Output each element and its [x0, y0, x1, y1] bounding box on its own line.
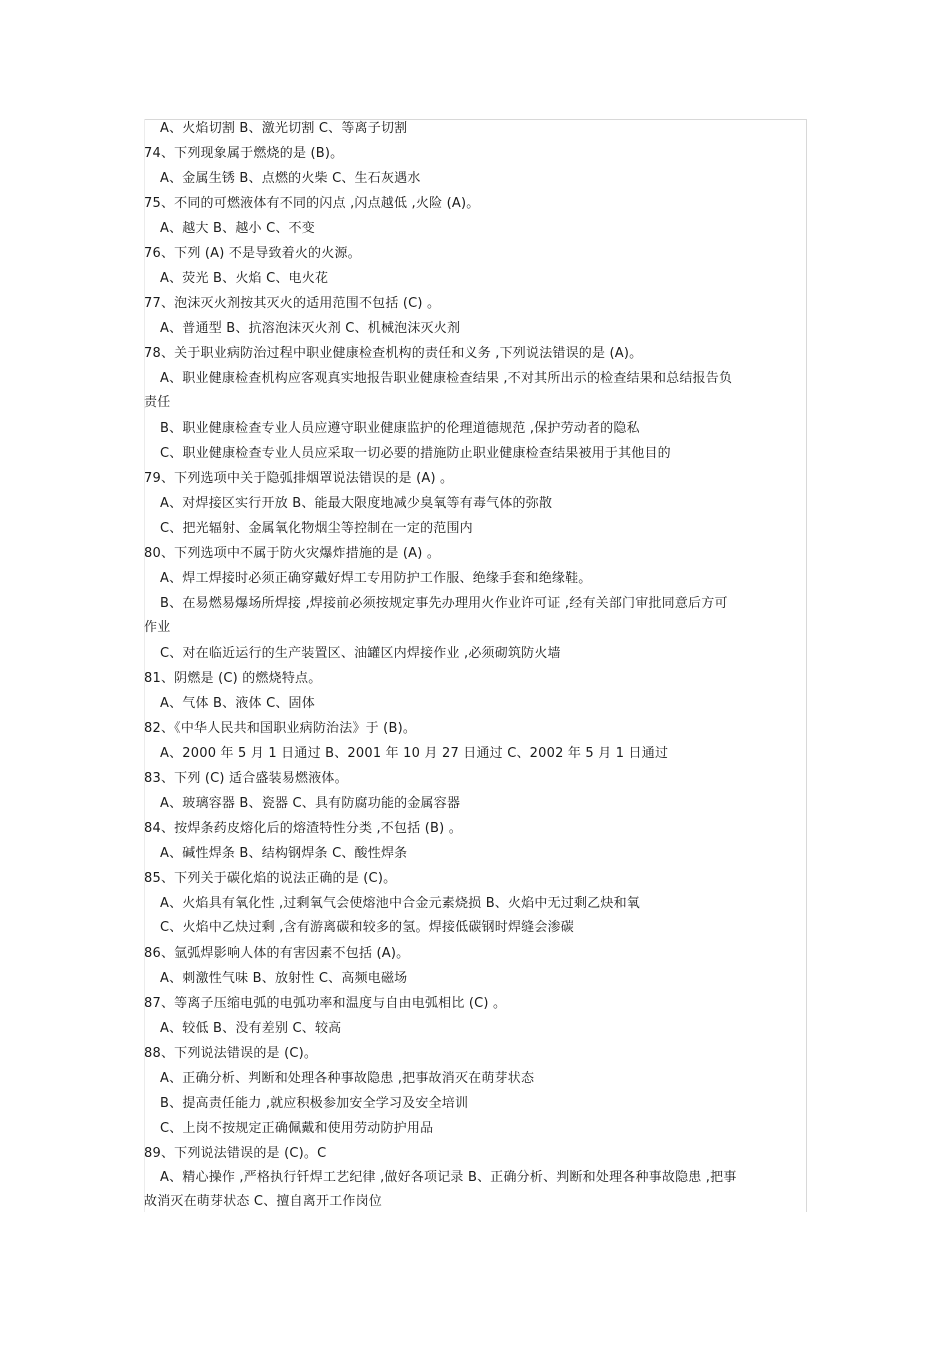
question-line: 74、下列现象属于燃烧的是 (B)。: [144, 146, 344, 161]
option-line: B、职业健康检查专业人员应遵守职业健康监护的伦理道德规范 ,保护劳动者的隐私: [160, 421, 640, 436]
option-line: A、较低 B、没有差别 C、较高: [160, 1021, 342, 1036]
option-line: B、提高责任能力 ,就应积极参加安全学习及安全培训: [160, 1096, 469, 1111]
question-line: 83、下列 (C) 适合盛装易燃液体。: [144, 771, 348, 786]
question-line: 87、等离子压缩电弧的电弧功率和温度与自由电弧相比 (C) 。: [144, 996, 507, 1011]
question-line: 80、下列选项中不属于防火灾爆炸措施的是 (A) 。: [144, 546, 441, 561]
continuation-line: 责任: [144, 395, 171, 410]
question-line: 75、不同的可燃液体有不同的闪点 ,闪点越低 ,火险 (A)。: [144, 196, 480, 211]
question-line: 86、氩弧焊影响人体的有害因素不包括 (A)。: [144, 946, 410, 961]
question-line: 85、下列关于碳化焰的说法正确的是 (C)。: [144, 871, 397, 886]
option-line: A、正确分析、判断和处理各种事故隐患 ,把事故消灭在萌芽状态: [160, 1071, 535, 1086]
continuation-line: 作业: [144, 620, 171, 635]
option-line: B、在易燃易爆场所焊接 ,焊接前必须按规定事先办理用火作业许可证 ,经有关部门审批同意后方可: [160, 596, 728, 611]
question-line: 77、泡沫灭火剂按其灭火的适用范围不包括 (C) 。: [144, 296, 441, 311]
option-line: A、越大 B、越小 C、不变: [160, 221, 315, 236]
option-line: A、刺激性气味 B、放射性 C、高频电磁场: [160, 971, 408, 986]
option-line: A、火焰具有氧化性 ,过剩氧气会使熔池中合金元素烧损 B、火焰中无过剩乙炔和氧: [160, 896, 641, 911]
option-line: A、普通型 B、抗溶泡沫灭火剂 C、机械泡沫灭火剂: [160, 321, 461, 336]
question-line: 84、按焊条药皮熔化后的熔渣特性分类 ,不包括 (B) 。: [144, 821, 462, 836]
option-line: C、对在临近运行的生产装置区、油罐区内焊接作业 ,必须砌筑防火墙: [160, 646, 561, 661]
option-line: C、把光辐射、金属氧化物烟尘等控制在一定的范围内: [160, 521, 473, 536]
option-line: C、火焰中乙炔过剩 ,含有游离碳和较多的氢。焊接低碳钢时焊缝会渗碳: [160, 920, 574, 935]
question-line: 78、关于职业病防治过程中职业健康检查机构的责任和义务 ,下列说法错误的是 (A)。: [144, 346, 643, 361]
continuation-line: 故消灭在萌芽状态 C、擅自离开工作岗位: [144, 1194, 383, 1209]
question-line: 76、下列 (A) 不是导致着火的火源。: [144, 246, 361, 261]
option-line: A、职业健康检查机构应客观真实地报告职业健康检查结果 ,不对其所出示的检查结果和总结报告负: [160, 371, 733, 386]
question-line: 88、下列说法错误的是 (C)。: [144, 1046, 318, 1061]
option-line: A、玻璃容器 B、瓷器 C、具有防腐功能的金属容器: [160, 796, 461, 811]
option-line: A、碱性焊条 B、结构钢焊条 C、酸性焊条: [160, 846, 408, 861]
option-line: A、火焰切割 B、激光切割 C、等离子切割: [160, 121, 408, 136]
option-line: A、焊工焊接时必须正确穿戴好焊工专用防护工作服、绝缘手套和绝缘鞋。: [160, 571, 592, 586]
option-line: A、金属生锈 B、点燃的火柴 C、生石灰遇水: [160, 171, 421, 186]
option-line: A、荧光 B、火焰 C、电火花: [160, 271, 329, 286]
question-line: 89、下列说法错误的是 (C)。C: [144, 1146, 327, 1161]
question-line: 81、阴燃是 (C) 的燃烧特点。: [144, 671, 322, 686]
page-border-top: [144, 119, 807, 120]
option-line: A、2000 年 5 月 1 日通过 B、2001 年 10 月 27 日通过 C、2002 年 5 月 1 日通过: [160, 746, 669, 761]
option-line: C、职业健康检查专业人员应采取一切必要的措施防止职业健康检查结果被用于其他目的: [160, 446, 671, 461]
option-line: A、对焊接区实行开放 B、能最大限度地减少臭氧等有毒气体的弥散: [160, 496, 553, 511]
option-line: A、气体 B、液体 C、固体: [160, 696, 315, 711]
option-line: C、上岗不按规定正确佩戴和使用劳动防护用品: [160, 1121, 434, 1136]
option-line: A、精心操作 ,严格执行钎焊工艺纪律 ,做好各项记录 B、正确分析、判断和处理各种事故隐患 ,把事: [160, 1170, 737, 1185]
question-line: 82、《中华人民共和国职业病防治法》于 (B)。: [144, 721, 417, 736]
page-border-right: [806, 119, 807, 1212]
question-line: 79、下列选项中关于隐弧排烟罩说法错误的是 (A) 。: [144, 471, 454, 486]
